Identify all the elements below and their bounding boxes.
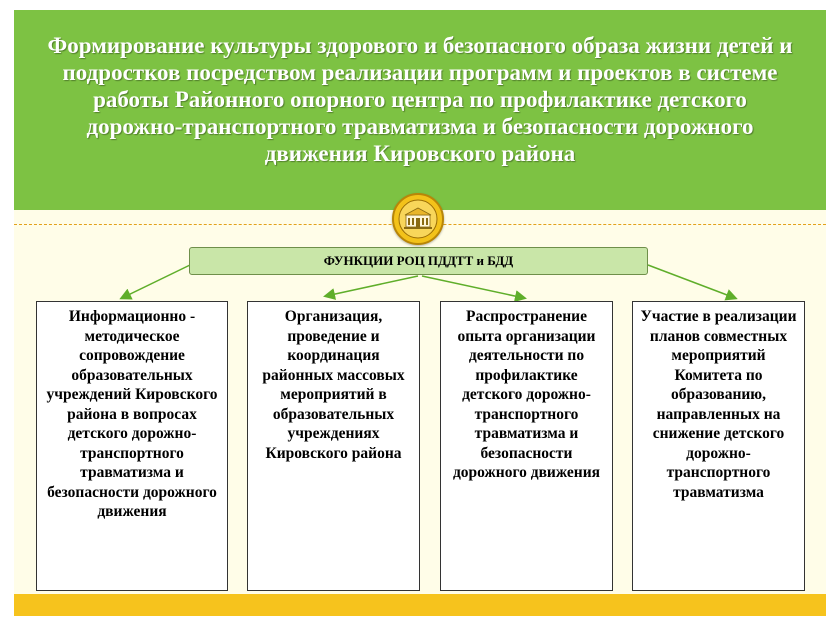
arrow-to-box-1	[122, 265, 190, 298]
function-box-experience-sharing	[440, 301, 613, 591]
function-box-event-organization	[247, 301, 420, 591]
building-emblem-icon	[392, 193, 444, 245]
function-text: Распространение опыта организации деятельности по профилактике детского дорожно-транспортного травматизма и безопасности дорожного движения	[452, 308, 601, 481]
functions-label: ФУНКЦИИ РОЦ ПДДТТ и БДД	[323, 253, 514, 268]
arrow-to-box-3	[422, 276, 524, 298]
arrow-to-box-4	[648, 265, 735, 298]
functions-label-box	[189, 247, 648, 275]
function-text: Участие в реализации планов совместных мероприятий Комитета по образованию, направленных на снижение детского дорожно-транспортного травматизма	[640, 308, 797, 501]
diagram-title: Формирование культуры здорового и безопасного образа жизни детей и подростков посредством реализации программ и проектов в системе работы Районного опорного центра по профилактике детского дорожно-транспортного травматизма и безопасности дорожного движения Кировского района	[47, 33, 793, 166]
function-box-methodical-support	[36, 301, 228, 591]
arrow-to-box-2	[326, 276, 418, 296]
function-text: Информационно - методическое сопровождение образовательных учреждений Кировского района в вопросах детского дорожно-транспортного травматизма и безопасности дорожного движения	[46, 308, 218, 520]
function-text: Организация, проведение и координация районных массовых мероприятий в образовательных учреждениях Кировского района	[262, 308, 405, 462]
function-box-joint-plans	[632, 301, 805, 591]
